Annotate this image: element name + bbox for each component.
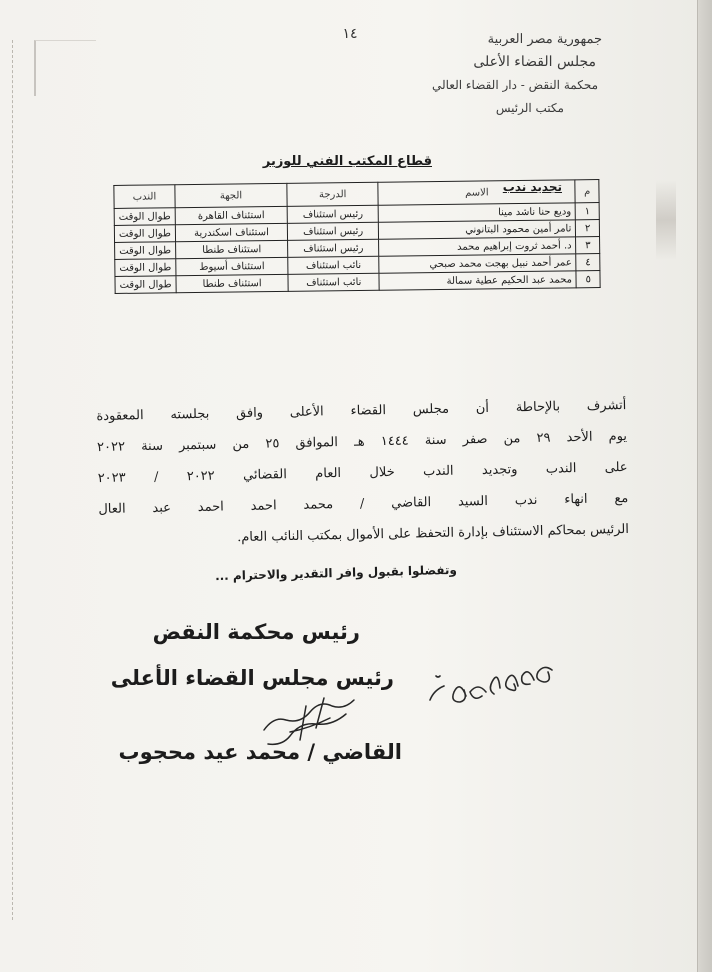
body-line: أتشرف بالإحاطة أن مجلس القضاء الأعلى وافق بجلسته المعقودة	[96, 397, 627, 425]
body-line: الرئيس بمحاكم الاستئناف بإدارة التحفظ على الأموال بمكتب النائب العام.	[236, 521, 630, 546]
body-line: مع انهاء ندب السيد القاضي / محمد احمد احمد عبد العال	[98, 490, 629, 518]
letter-body	[96, 390, 629, 556]
page-edge	[697, 0, 712, 972]
header-assignment: الندب	[114, 185, 175, 209]
handwriting-stroke	[430, 667, 552, 702]
row-name: وديع حنا ناشد مينا	[378, 203, 575, 222]
row-entity: استئناف طنطا	[176, 274, 288, 292]
row-entity: استئناف اسكندرية	[175, 223, 287, 241]
letterhead-council: مجلس القضاء الأعلى	[473, 54, 596, 70]
binder-marks	[34, 40, 96, 96]
header-name: الاسم	[378, 180, 575, 205]
row-num: ٣	[576, 237, 600, 254]
row-grade: رئيس استئناف	[288, 239, 379, 257]
letterhead-court: محكمة النقض - دار القضاء العالي	[431, 78, 598, 92]
judge-name: القاضي / محمد عيد محجوب	[118, 740, 402, 764]
assignment-table	[113, 179, 600, 294]
row-entity: استئناف طنطا	[176, 240, 288, 258]
row-grade: نائب استئناف	[288, 256, 379, 274]
row-name: عمر أحمد نبيل بهجت محمد صبحي	[379, 254, 576, 273]
body-line: يوم الأحد ٢٩ من صفر سنة ١٤٤٤ هـ الموافق ٢٥ من سبتمبر سنة ٢٠٢٢	[96, 428, 628, 456]
row-grade: رئيس استئناف	[287, 222, 378, 240]
row-name: تامر أمين محمود البتانوني	[379, 220, 576, 239]
row-name: محمد عبد الحكيم عطية سمالة	[379, 271, 576, 290]
council-president-title: رئيس مجلس القضاء الأعلى	[110, 666, 394, 690]
letterhead-country: جمهورية مصر العربية	[487, 32, 602, 47]
header-num: م	[575, 180, 599, 203]
header-entity: الجهة	[175, 183, 287, 207]
handwritten-note	[422, 656, 562, 706]
row-name: د. أحمد ثروت إبراهيم محمد	[379, 237, 576, 256]
row-num: ١	[576, 203, 600, 220]
margin-line	[12, 40, 14, 920]
row-grade: نائب استئناف	[288, 273, 379, 291]
row-num: ٥	[576, 271, 600, 288]
scan-smudge	[656, 180, 676, 260]
row-entity: استئناف القاهرة	[175, 206, 287, 224]
row-num: ٤	[576, 254, 600, 271]
row-assignment: طوال الوقت	[114, 225, 175, 243]
row-grade: رئيس استئناف	[287, 205, 378, 223]
row-assignment: طوال الوقت	[115, 276, 176, 294]
row-assignment: طوال الوقت	[115, 259, 176, 277]
header-grade: الدرجة	[287, 182, 378, 206]
row-assignment: طوال الوقت	[115, 242, 176, 260]
row-entity: استئناف أسيوط	[176, 257, 288, 275]
signature-stroke	[264, 698, 354, 744]
letterhead	[382, 28, 602, 120]
body-line: على الندب وتجديد الندب خلال العام القضائي ٢٠٢٢ / ٢٠٢٣	[97, 459, 628, 487]
page-number: ١٤	[342, 26, 358, 42]
closing-salutation: وتفضلوا بقبول وافر التقدير والاحترام ...	[214, 562, 458, 584]
table-caption: تجديد ندب	[502, 180, 562, 194]
row-num: ٢	[576, 220, 600, 237]
letterhead-office: مكتب الرئيس	[495, 101, 564, 115]
sector-title: قطاع المكتب الفني للوزير	[262, 154, 432, 169]
row-assignment: طوال الوقت	[114, 208, 175, 226]
court-president-title: رئيس محكمة النقض	[152, 620, 360, 644]
